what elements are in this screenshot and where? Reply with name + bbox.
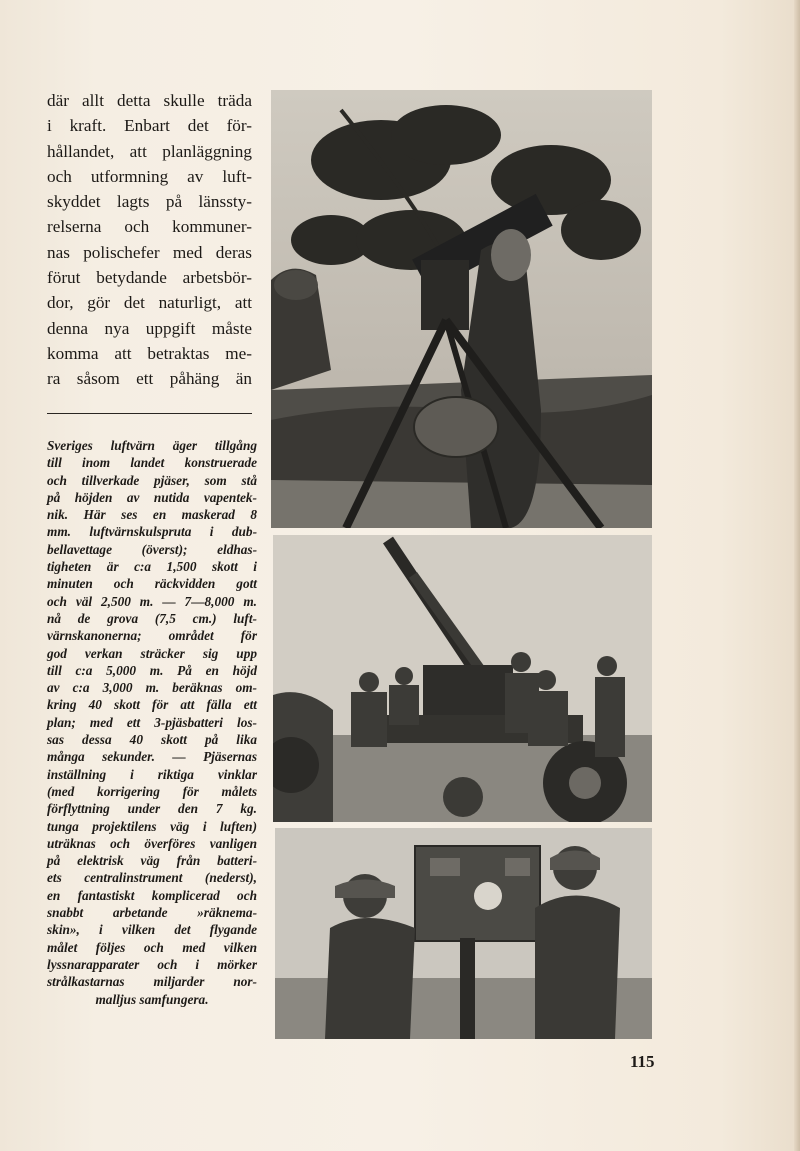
body-text-line: och utformning av luft-: [47, 166, 252, 186]
caption-line: skin», i vilken det flygande: [47, 922, 257, 938]
caption-line: malljus samfungera.: [95, 991, 209, 1007]
caption-line: kring 40 skott för att fälla ett: [47, 697, 257, 713]
caption-line: bellavettage (överst); eldhas-: [47, 541, 257, 557]
caption-line: ets centralinstrument (nederst),: [47, 870, 257, 886]
body-text-line: komma att betraktas me-: [47, 343, 252, 363]
caption-line: (med korrigering för målets: [47, 783, 257, 799]
body-text-line: förut betydande arbetsbör-: [47, 268, 252, 288]
body-text-line: dor, gör det naturligt, att: [47, 293, 252, 313]
caption-line: av c:a 3,000 m. beräknas om-: [47, 680, 257, 696]
caption-line: mm. luftvärnskulspruta i dub-: [47, 524, 257, 540]
body-text-line: skyddet lagts på länssty-: [47, 192, 252, 212]
anti-aircraft-cannon-photo: [273, 535, 652, 822]
caption-line: förflyttning under den 7 kg.: [47, 801, 257, 817]
caption-line: och tillverkade pjäser, som stå: [47, 472, 257, 488]
caption-line: en fantastiskt komplicerad och: [47, 887, 257, 903]
caption-line: strålkastarnas miljarder nor-: [47, 974, 257, 990]
caption-line: och väl 2,500 m. — 7—8,000 m.: [47, 593, 257, 609]
caption-line: till inom landet konstruerade: [47, 455, 257, 471]
caption-line: nik. Här ses en maskerad 8: [47, 507, 257, 523]
caption-line: på elektrisk väg från batteri-: [47, 853, 257, 869]
caption-line: målet följes och med vilken: [47, 939, 257, 955]
caption-line: uträknas och överföres vanligen: [47, 835, 257, 851]
caption-line: minuten och räckvidden gott: [47, 576, 257, 592]
central-instrument-photo: [275, 828, 652, 1039]
body-text-line: där allt detta skulle träda: [47, 91, 252, 110]
caption-line: inställning i riktiga vinklar: [47, 766, 257, 782]
machine-gun-illustration: [271, 90, 652, 528]
body-text-line: nas polischefer med deras: [47, 242, 252, 262]
cannon-illustration: [273, 535, 652, 822]
body-text-line: hållandet, att planläggning: [47, 141, 252, 161]
caption-line: snabbt arbetande »räknema-: [47, 905, 257, 921]
caption-line: sas dessa 40 skott på lika: [47, 732, 257, 748]
camouflaged-machine-gun-photo: [271, 90, 652, 528]
body-text-line: relserna och kommuner-: [47, 217, 252, 237]
page-number: 115: [630, 1052, 655, 1071]
divider-rule: [47, 413, 252, 414]
page-edge: [794, 0, 800, 1151]
caption-line: lyssnarapparater och i mörker: [47, 956, 257, 972]
caption-line: tunga projektilens väg i luften): [47, 818, 257, 834]
caption-line: Sveriges luftvärn äger tillgång: [47, 438, 257, 453]
caption-line: nå de grova (7,5 cm.) luft-: [47, 610, 257, 626]
caption-line: många sekunder. — Pjäsernas: [47, 749, 257, 765]
body-text-line: denna nya uppgift måste: [47, 318, 252, 338]
caption-line: plan; med ett 3-pjäsbatteri los-: [47, 714, 257, 730]
instrument-illustration: [275, 828, 652, 1039]
body-text-line: ra såsom ett påhäng än: [47, 369, 252, 389]
body-text: [47, 88, 252, 392]
body-text-line: i kraft. Enbart det för-: [47, 116, 252, 136]
caption-line: tigheten är c:a 1,500 skott i: [47, 559, 257, 575]
caption-line: på höjden av nutida vapentek-: [47, 489, 257, 505]
photo-caption: [47, 437, 257, 1008]
caption-line: god verkan sträcker sig upp: [47, 645, 257, 661]
caption-line: värnskanonerna; området för: [47, 628, 257, 644]
caption-line: till c:a 5,000 m. På en höjd: [47, 662, 257, 678]
